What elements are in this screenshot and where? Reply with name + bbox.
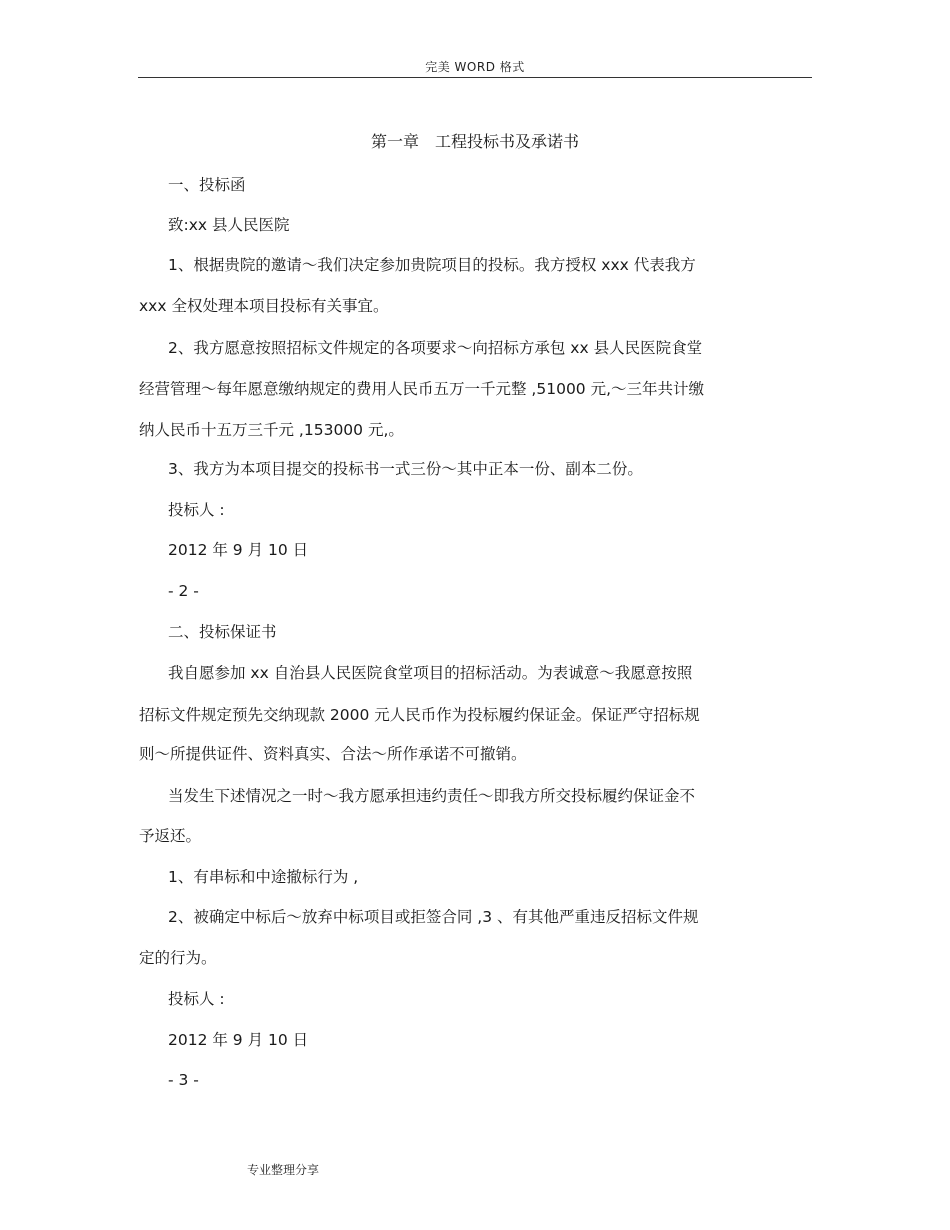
- addressee-line: 致:xx 县人民医院: [168, 216, 290, 234]
- paragraph-line: 我自愿参加 xx 自治县人民医院食堂项目的招标活动。为表诚意～我愿意按照: [168, 664, 693, 682]
- paragraph-line: 经营管理～每年愿意缴纳规定的费用人民币五万一千元整 ,51000 元,～三年共计缴: [139, 380, 705, 398]
- bidder-label: 投标人 :: [168, 990, 225, 1008]
- page-number: - 3 -: [168, 1071, 199, 1089]
- header-divider: [138, 77, 812, 78]
- paragraph-line: 纳人民币十五万三千元 ,153000 元,。: [139, 421, 404, 439]
- section-heading-bid-letter: 一、投标函: [168, 176, 246, 194]
- paragraph-line: 2、被确定中标后～放弃中标项目或拒签合同 ,3 、有其他严重违反招标文件规: [168, 908, 699, 926]
- bidder-label: 投标人 :: [168, 501, 225, 519]
- paragraph-line: 3、我方为本项目提交的投标书一式三份～其中正本一份、副本二份。: [168, 460, 643, 478]
- date-line: 2012 年 9 月 10 日: [168, 1031, 309, 1049]
- page-number: - 2 -: [168, 582, 199, 600]
- paragraph-line: 2、我方愿意按照招标文件规定的各项要求～向招标方承包 xx 县人民医院食堂: [168, 339, 703, 357]
- header-title: 完美 WORD 格式: [425, 60, 525, 74]
- paragraph-line: 定的行为。: [139, 949, 217, 967]
- paragraph-line: 1、根据贵院的邀请～我们决定参加贵院项目的投标。我方授权 xxx 代表我方: [168, 256, 696, 274]
- paragraph-line: 1、有串标和中途撤标行为 ,: [168, 868, 359, 886]
- section-heading-guarantee: 二、投标保证书: [168, 623, 277, 641]
- paragraph-line: 则～所提供证件、资料真实、合法～所作承诺不可撤销。: [139, 745, 527, 763]
- paragraph-line: 招标文件规定预先交纳现款 2000 元人民币作为投标履约保证金。保证严守招标规: [139, 706, 700, 724]
- chapter-title: 第一章 工程投标书及承诺书: [370, 132, 579, 151]
- date-line: 2012 年 9 月 10 日: [168, 541, 309, 559]
- page-footer: 专业整理分享: [247, 1163, 320, 1177]
- paragraph-line: xxx 全权处理本项目投标有关事宜。: [139, 297, 389, 315]
- paragraph-line: 当发生下述情况之一时～我方愿承担违约责任～即我方所交投标履约保证金不: [168, 787, 696, 805]
- paragraph-line: 予返还。: [139, 827, 202, 845]
